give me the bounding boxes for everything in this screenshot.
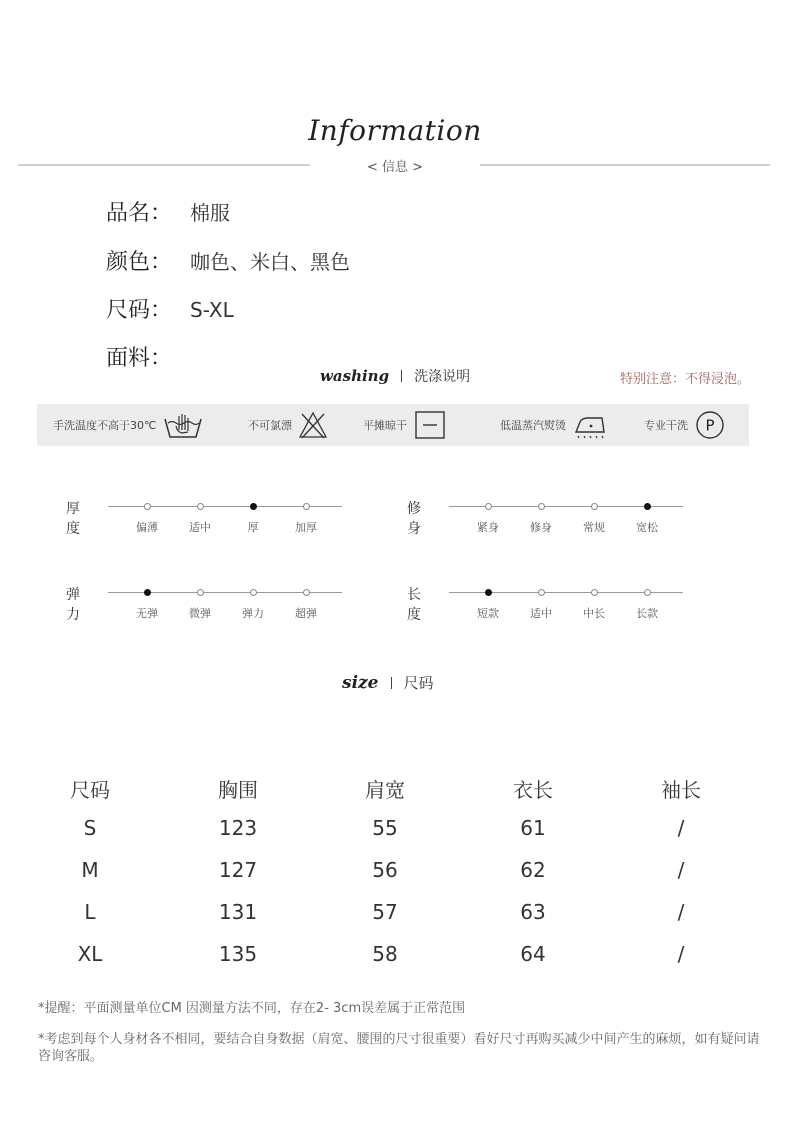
no-bleach-icon: [298, 410, 328, 440]
meter-option-label: 适中: [530, 607, 552, 620]
table-cell: /: [677, 816, 685, 840]
size-script-title: size: [342, 672, 379, 693]
meter-dot: [591, 589, 598, 596]
info-row-fabric: [106, 341, 190, 371]
meter-option-label: 常规: [583, 521, 605, 534]
meter-option-label: 偏薄: [136, 521, 158, 534]
washing-script-title: washing: [320, 367, 390, 385]
table-header-cell: 胸围: [218, 778, 258, 802]
care-item-dry-clean: [644, 404, 726, 446]
care-instructions-bar: [37, 404, 749, 446]
meter-title: 厚度: [66, 501, 80, 537]
info-row-color: [106, 245, 350, 275]
header-divider-right: [480, 164, 770, 166]
meter-dot-selected: [644, 503, 651, 510]
meter-title: 弹力: [66, 587, 80, 623]
care-item-steam-iron: [500, 404, 608, 446]
svg-text:P: P: [705, 416, 715, 435]
table-cell: S: [83, 816, 97, 840]
table-cell: /: [677, 942, 685, 966]
meter-option-label: 中长: [583, 607, 605, 620]
meter-dot: [485, 503, 492, 510]
table-row: [0, 900, 790, 930]
table-cell: 61: [520, 816, 546, 840]
table-cell: 127: [218, 858, 258, 882]
table-cell: M: [81, 858, 99, 882]
meter-dot-selected: [250, 503, 257, 510]
table-cell: /: [677, 858, 685, 882]
meter-dot: [538, 589, 545, 596]
table-cell: 64: [520, 942, 546, 966]
meter-dot: [644, 589, 651, 596]
table-cell: 62: [520, 858, 546, 882]
meter-dot-selected: [144, 589, 151, 596]
table-row: [0, 816, 790, 846]
dry-clean-p-icon: [694, 409, 726, 441]
table-header-cell: 尺码: [70, 778, 110, 802]
meter-option-label: 超弹: [295, 607, 317, 620]
size-heading: [342, 672, 434, 693]
meter-dot: [197, 589, 204, 596]
care-label: 平摊晾干: [363, 419, 407, 432]
table-cell: 58: [372, 942, 398, 966]
table-cell: 131: [218, 900, 258, 924]
steam-iron-icon: [572, 410, 608, 440]
meter-dot: [538, 503, 545, 510]
table-header-row: [0, 774, 790, 804]
table-cell: 57: [372, 900, 398, 924]
table-cell: XL: [77, 942, 103, 966]
table-header-cell: 肩宽: [365, 778, 405, 802]
meter-option-label: 加厚: [295, 521, 317, 534]
info-value: 棉服: [190, 201, 230, 225]
meter-option-label: 长款: [636, 607, 658, 620]
meter-title: 长度: [407, 587, 421, 623]
care-item-no-bleach: [248, 404, 328, 446]
table-header-cell: 衣长: [513, 778, 553, 802]
info-label: 颜色：: [106, 250, 173, 275]
care-label: 不可氯漂: [248, 419, 292, 432]
table-header-cell: 袖长: [661, 778, 701, 802]
washing-heading: [320, 366, 470, 386]
table-cell: 123: [218, 816, 258, 840]
meter-option-label: 弹力: [242, 607, 264, 620]
care-item-hand-wash: [53, 404, 204, 446]
size-cn-title: 尺码: [403, 674, 434, 692]
meter-dot: [144, 503, 151, 510]
section-subtitle: < 信息 >: [366, 160, 424, 175]
table-cell: 63: [520, 900, 546, 924]
care-label: 专业干洗: [644, 419, 688, 432]
care-label: 手洗温度不高于30℃: [53, 419, 157, 432]
meter-option-label: 紧身: [477, 521, 499, 534]
meter-option-label: 适中: [189, 521, 211, 534]
table-cell: /: [677, 900, 685, 924]
table-cell: 55: [372, 816, 398, 840]
info-label: 尺码：: [106, 298, 173, 323]
meter-option-label: 厚: [247, 521, 259, 534]
meter-title: 修身: [407, 501, 421, 537]
washing-warning: 特别注意：不得浸泡。: [620, 372, 751, 387]
meter-dot: [303, 503, 310, 510]
section-title: Information: [308, 114, 482, 147]
meter-dot: [197, 503, 204, 510]
meter-option-label: 修身: [530, 521, 552, 534]
info-label: 品名：: [106, 201, 173, 226]
header-divider-left: [18, 164, 310, 166]
meter-dot: [303, 589, 310, 596]
table-cell: L: [84, 900, 96, 924]
heading-separator: [391, 677, 392, 689]
table-cell: 135: [218, 942, 258, 966]
info-label: 面料：: [106, 346, 173, 371]
info-value: S-XL: [190, 298, 234, 322]
info-row-name: [106, 196, 230, 226]
dry-flat-icon: [413, 410, 447, 440]
info-value: 咖色、米白、黑色: [190, 250, 350, 274]
hand-wash-icon: [162, 410, 204, 440]
meter-option-label: 无弹: [136, 607, 158, 620]
care-item-dry-flat: [363, 404, 447, 446]
meter-option-label: 短款: [477, 607, 499, 620]
table-row: [0, 858, 790, 888]
meter-option-label: 微弹: [189, 607, 211, 620]
measurement-note: *提醒：平面测量单位CM 因测量方法不同，存在2- 3cm误差属于正常范围: [38, 1001, 466, 1016]
care-label: 低温蒸汽熨烫: [500, 419, 566, 432]
heading-separator: [401, 370, 402, 382]
meter-dot: [591, 503, 598, 510]
fit-advice-note: *考虑到每个人身材各不相同，要结合自身数据（肩宽、腰围的尺寸很重要）看好尺寸再购买减少中间产生的麻烦，如有疑问请咨询客服。: [38, 1032, 760, 1064]
meter-dot: [250, 589, 257, 596]
table-cell: 56: [372, 858, 398, 882]
meter-option-label: 宽松: [636, 521, 658, 534]
table-row: [0, 942, 790, 972]
washing-cn-title: 洗涤说明: [414, 369, 471, 385]
info-row-size: [106, 293, 234, 323]
meter-dot-selected: [485, 589, 492, 596]
